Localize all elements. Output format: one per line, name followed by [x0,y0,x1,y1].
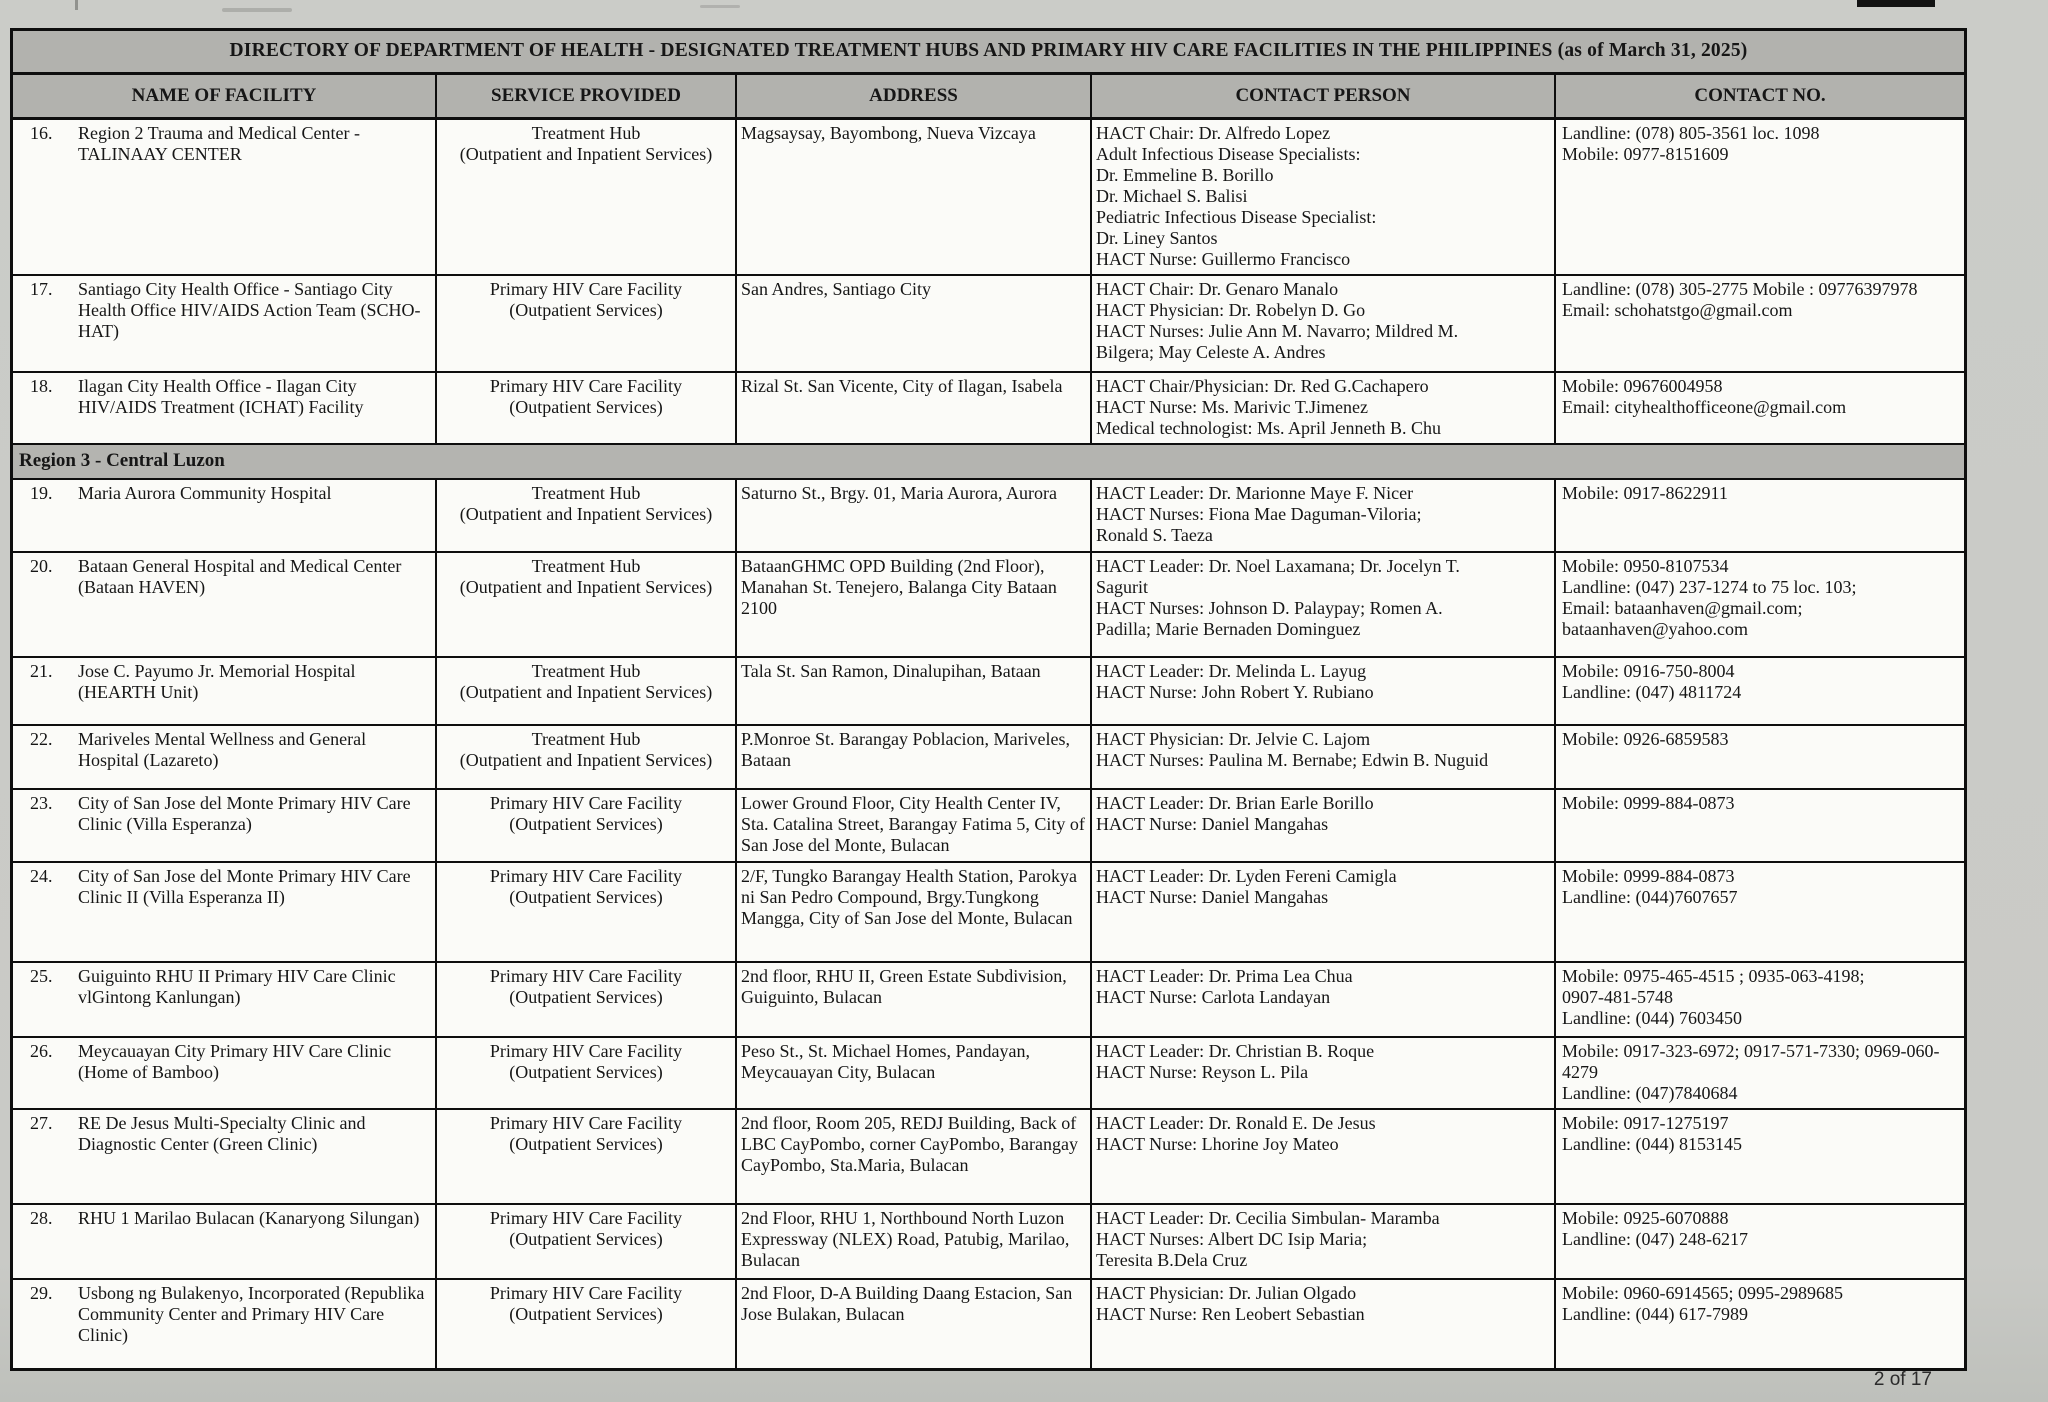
facility-number: 19. [30,483,53,503]
service-provided-line: Primary HIV Care Facility [489,279,683,299]
address-cell: 2nd Floor, RHU 1, Northbound North Luzon Expressway (NLEX) Road, Patubig, Marilao, Bulacan [737,1205,1092,1278]
table-row [13,1038,1964,1110]
contact-person-line: HACT Leader: Dr. Noel Laxamana; Dr. Jocelyn T. [1096,556,1460,576]
contact-no-cell [1556,658,1964,724]
facility-name-cell [13,373,437,443]
contact-person-line: Bilgera; May Celeste A. Andres [1096,342,1326,362]
contact-no-cell [1556,1110,1964,1203]
facility-number: 23. [30,793,53,813]
contact-person-line: HACT Nurses: Johnson D. Palaypay; Romen A. [1096,598,1443,618]
contact-no-line: Landline: (044)7607657 [1562,887,1738,907]
contact-no-line: Landline: (047) 4811724 [1562,682,1742,702]
scan-artifact [222,8,292,12]
contact-person-line: Sagurit [1096,577,1148,597]
contact-person-line: HACT Nurses: Paulina M. Bernabe; Edwin B. Nuguid [1096,750,1489,770]
contact-no-line: Mobile: 0950-8107534 [1562,556,1729,576]
facility-number: 25. [30,966,53,986]
facility-name: Guiguinto RHU II Primary HIV Care Clinic vlGintong Kanlungan) [78,966,396,1007]
contact-no-cell [1556,553,1964,656]
facility-name-cell [13,726,437,788]
contact-no-cell [1556,373,1964,443]
contact-no-cell [1556,790,1964,861]
service-provided-cell [437,790,737,861]
contact-person-line: HACT Nurse: Reyson L. Pila [1096,1062,1309,1082]
facility-number: 20. [30,556,53,576]
table-row [13,1110,1964,1205]
contact-no-line: Mobile: 0975-465-4515 ; 0935-063-4198; [1562,966,1865,986]
table-row [13,1280,1964,1368]
table-row [13,726,1964,790]
address-cell: Peso St., St. Michael Homes, Pandayan, Meycauayan City, Bulacan [737,1038,1092,1108]
contact-person-cell [1092,658,1556,724]
service-provided-cell [437,373,737,443]
contact-no-cell [1556,1205,1964,1278]
service-provided-line: Treatment Hub [531,483,641,503]
facility-name: Ilagan City Health Office - Ilagan City HIV/AIDS Treatment (ICHAT) Facility [78,376,364,417]
contact-person-cell [1092,1280,1556,1368]
address-cell: San Andres, Santiago City [737,276,1092,371]
contact-person-line: Adult Infectious Disease Specialists: [1096,144,1361,164]
facility-name-cell [13,1038,437,1108]
contact-no-line: Email: bataanhaven@gmail.com; [1562,598,1803,618]
service-provided-cell [437,1110,737,1203]
service-provided-cell [437,553,737,656]
contact-person-line: HACT Chair: Dr. Alfredo Lopez [1096,123,1331,143]
contact-no-cell [1556,863,1964,961]
service-provided-cell [437,1038,737,1108]
contact-person-line: HACT Physician: Dr. Robelyn D. Go [1096,300,1366,320]
facility-name: Maria Aurora Community Hospital [78,483,332,503]
contact-no-line: Mobile: 0999-884-0873 [1562,866,1735,886]
contact-no-cell [1556,1280,1964,1368]
table-row [13,553,1964,658]
facility-name-cell [13,553,437,656]
table-row [13,120,1964,276]
table-row [13,480,1964,553]
contact-person-line: HACT Nurses: Julie Ann M. Navarro; Mildred M. [1096,321,1459,341]
contact-no-line: Mobile: 0977-8151609 [1562,144,1729,164]
contact-no-line: Mobile: 09676004958 [1562,376,1723,396]
contact-no-cell [1556,726,1964,788]
contact-person-cell [1092,1038,1556,1108]
service-provided-cell [437,480,737,551]
service-provided-line: (Outpatient and Inpatient Services) [459,504,713,524]
contact-no-line: Email: schohatstgo@gmail.com [1562,300,1793,320]
facility-name-cell [13,1205,437,1278]
service-provided-line: (Outpatient Services) [509,1134,663,1154]
facility-number: 29. [30,1283,53,1303]
table-row [13,373,1964,445]
facility-name-cell [13,790,437,861]
contact-no-cell [1556,963,1964,1036]
facility-number: 21. [30,661,53,681]
contact-person-cell [1092,726,1556,788]
contact-no-line: Mobile: 0917-8622911 [1562,483,1728,503]
contact-person-line: Dr. Liney Santos [1096,228,1218,248]
table-row [13,863,1964,963]
facility-name-cell [13,1110,437,1203]
contact-no-line: Landline: (078) 805-3561 loc. 1098 [1562,123,1820,143]
contact-person-cell [1092,863,1556,961]
contact-no-line: Landline: (044) 7603450 [1562,1008,1742,1028]
column-header-service-provided: SERVICE PROVIDED [437,75,737,117]
service-provided-line: (Outpatient Services) [509,300,663,320]
contact-no-cell [1556,120,1964,274]
service-provided-cell [437,658,737,724]
facility-name: Meycauayan City Primary HIV Care Clinic (Home of Bamboo) [78,1041,392,1082]
service-provided-line: Treatment Hub [531,661,641,681]
contact-person-cell [1092,373,1556,443]
facility-name: Bataan General Hospital and Medical Center (Bataan HAVEN) [78,556,402,597]
address-cell: Saturno St., Brgy. 01, Maria Aurora, Aurora [737,480,1092,551]
contact-person-cell [1092,963,1556,1036]
contact-no-line: Mobile: 0916-750-8004 [1562,661,1735,681]
service-provided-line: (Outpatient and Inpatient Services) [459,750,713,770]
directory-table [10,28,1967,1371]
contact-person-line: HACT Leader: Dr. Melinda L. Layug [1096,661,1367,681]
facility-number: 22. [30,729,53,749]
service-provided-cell [437,963,737,1036]
address-cell: 2nd floor, Room 205, REDJ Building, Back of LBC CayPombo, corner CayPombo, Barangay CayPombo, Sta.Maria, Bulacan [737,1110,1092,1203]
service-provided-line: (Outpatient and Inpatient Services) [459,682,713,702]
contact-person-line: Ronald S. Taeza [1096,525,1213,545]
facility-number: 18. [30,376,53,396]
contact-person-line: HACT Nurse: Guillermo Francisco [1096,249,1351,269]
column-header-contact-no: CONTACT NO. [1694,85,1826,106]
contact-person-line: Dr. Emmeline B. Borillo [1096,165,1274,185]
contact-no-line: Mobile: 0926-6859583 [1562,729,1729,749]
contact-no-line: Landline: (047) 237-1274 to 75 loc. 103; [1562,577,1857,597]
page-number: 2 of 17 [1873,1369,1932,1390]
address-cell: 2/F, Tungko Barangay Health Station, Parokya ni San Pedro Compound, Brgy.Tungkong Mangga, City of San Jose del Monte, Bulacan [737,863,1092,961]
contact-no-line: 0907-481-5748 [1562,987,1673,1007]
service-provided-cell [437,1205,737,1278]
facility-number: 16. [30,123,53,143]
contact-person-line: HACT Leader: Dr. Lyden Fereni Camigla [1096,866,1397,886]
column-header-address: ADDRESS [737,75,1092,117]
contact-person-line: HACT Chair: Dr. Genaro Manalo [1096,279,1339,299]
service-provided-line: (Outpatient Services) [509,1062,663,1082]
contact-person-line: HACT Nurse: John Robert Y. Rubiano [1096,682,1374,702]
contact-no-cell [1556,276,1964,371]
service-provided-line: (Outpatient Services) [509,1304,663,1324]
contact-no-line: bataanhaven@yahoo.com [1562,619,1749,639]
contact-no-cell [1556,1038,1964,1108]
contact-person-line: HACT Leader: Dr. Ronald E. De Jesus [1096,1113,1376,1133]
service-provided-line: (Outpatient and Inpatient Services) [459,144,713,164]
contact-person-line: HACT Leader: Dr. Prima Lea Chua [1096,966,1353,986]
column-header-name-of-facility: NAME OF FACILITY [13,75,437,117]
service-provided-line: (Outpatient Services) [509,987,663,1007]
address-cell: 2nd floor, RHU II, Green Estate Subdivision, Guiguinto, Bulacan [737,963,1092,1036]
contact-person-line: Pediatric Infectious Disease Specialist: [1096,207,1377,227]
table-row [13,1205,1964,1280]
contact-no-line: Mobile: 0925-6070888 [1562,1208,1729,1228]
contact-person-line: HACT Chair/Physician: Dr. Red G.Cachapero [1096,376,1429,396]
address-cell: P.Monroe St. Barangay Poblacion, Mariveles, Bataan [737,726,1092,788]
contact-no-line: Landline: (047)7840684 [1562,1083,1738,1103]
service-provided-line: Primary HIV Care Facility [489,866,683,886]
contact-person-line: HACT Nurses: Albert DC Isip Maria; [1096,1229,1368,1249]
region-section-row: Region 3 - Central Luzon [13,445,1964,480]
contact-person-line: HACT Leader: Dr. Marionne Maye F. Nicer [1096,483,1414,503]
contact-no-line: Mobile: 0917-1275197 [1562,1113,1729,1133]
facility-name-cell [13,276,437,371]
table-row [13,790,1964,863]
contact-person-cell [1092,480,1556,551]
facility-name: City of San Jose del Monte Primary HIV Care Clinic II (Villa Esperanza II) [78,866,411,907]
service-provided-cell [437,863,737,961]
service-provided-line: (Outpatient Services) [509,1229,663,1249]
contact-person-line: HACT Nurse: Carlota Landayan [1096,987,1331,1007]
service-provided-line: (Outpatient Services) [509,814,663,834]
contact-person-line: HACT Physician: Dr. Julian Olgado [1096,1283,1357,1303]
facility-name: RHU 1 Marilao Bulacan (Kanaryong Silungan) [78,1208,420,1228]
contact-person-cell [1092,1205,1556,1278]
service-provided-line: Treatment Hub [531,123,641,143]
contact-person-cell [1092,1110,1556,1203]
facility-name: Mariveles Mental Wellness and General Hospital (Lazareto) [78,729,367,770]
service-provided-line: Primary HIV Care Facility [489,376,683,396]
contact-no-line: Mobile: 0917-323-6972; 0917-571-7330; 0969-060-4279 [1562,1041,1940,1082]
contact-person-line: HACT Leader: Dr. Brian Earle Borillo [1096,793,1374,813]
contact-person-cell [1092,790,1556,861]
contact-person-line: Medical technologist: Ms. April Jenneth B. Chu [1096,418,1441,438]
service-provided-line: Primary HIV Care Facility [489,1041,683,1061]
service-provided-line: (Outpatient Services) [509,397,663,417]
table-row [13,658,1964,726]
column-header-contact-person: CONTACT PERSON [1092,75,1556,117]
facility-name-cell [13,120,437,274]
service-provided-cell [437,726,737,788]
contact-person-line: HACT Nurses: Fiona Mae Daguman-Viloria; [1096,504,1422,524]
facility-name-cell [13,480,437,551]
scan-artifact [700,5,740,8]
facility-name: Usbong ng Bulakenyo, Incorporated (Republika Community Center and Primary HIV Care Clinic) [78,1283,425,1345]
facility-name: Region 2 Trauma and Medical Center - TALINAAY CENTER [78,123,360,164]
contact-person-line: HACT Nurse: Daniel Mangahas [1096,887,1329,907]
contact-person-line: Padilla; Marie Bernaden Dominguez [1096,619,1361,639]
address-cell: BataanGHMC OPD Building (2nd Floor), Manahan St. Tenejero, Balanga City Bataan 2100 [737,553,1092,656]
table-row [13,276,1964,373]
facility-name-cell [13,863,437,961]
address-cell: Magsaysay, Bayombong, Nueva Vizcaya [737,120,1092,274]
contact-no-line: Landline: (047) 248-6217 [1562,1229,1748,1249]
table-header-row [13,75,1964,120]
contact-no-line: Mobile: 0999-884-0873 [1562,793,1735,813]
facility-name: City of San Jose del Monte Primary HIV Care Clinic (Villa Esperanza) [78,793,411,834]
scan-artifact [1857,0,1935,7]
facility-name: Jose C. Payumo Jr. Memorial Hospital (HEARTH Unit) [78,661,356,702]
contact-person-line: HACT Physician: Dr. Jelvie C. Lajom [1096,729,1371,749]
contact-person-cell [1092,553,1556,656]
contact-no-line: Landline: (078) 305-2775 Mobile : 09776397978 [1562,279,1918,299]
contact-person-line: HACT Nurse: Ms. Marivic T.Jimenez [1096,397,1368,417]
facility-number: 17. [30,279,53,299]
contact-no-cell [1556,480,1964,551]
facility-number: 28. [30,1208,53,1228]
facility-name-cell [13,1280,437,1368]
contact-person-line: HACT Leader: Dr. Cecilia Simbulan- Maramba [1096,1208,1440,1228]
address-cell: Tala St. San Ramon, Dinalupihan, Bataan [737,658,1092,724]
service-provided-line: Primary HIV Care Facility [489,793,683,813]
service-provided-line: Primary HIV Care Facility [489,1283,683,1303]
contact-person-line: Dr. Michael S. Balisi [1096,186,1248,206]
service-provided-line: (Outpatient and Inpatient Services) [459,577,713,597]
service-provided-cell [437,1280,737,1368]
service-provided-line: (Outpatient Services) [509,887,663,907]
facility-name-cell [13,658,437,724]
service-provided-cell [437,276,737,371]
service-provided-line: Treatment Hub [531,729,641,749]
contact-person-line: Teresita B.Dela Cruz [1096,1250,1248,1270]
contact-person-line: HACT Nurse: Daniel Mangahas [1096,814,1329,834]
facility-number: 24. [30,866,53,886]
contact-no-line: Mobile: 0960-6914565; 0995-2989685 [1562,1283,1843,1303]
address-cell: 2nd Floor, D-A Building Daang Estacion, San Jose Bulakan, Bulacan [737,1280,1092,1368]
contact-person-cell [1092,276,1556,371]
contact-person-line: HACT Leader: Dr. Christian B. Roque [1096,1041,1375,1061]
facility-number: 26. [30,1041,53,1061]
table-body [13,120,1964,1368]
contact-person-line: HACT Nurse: Ren Leobert Sebastian [1096,1304,1365,1324]
address-cell: Rizal St. San Vicente, City of Ilagan, Isabela [737,373,1092,443]
service-provided-line: Primary HIV Care Facility [489,966,683,986]
table-title: DIRECTORY OF DEPARTMENT OF HEALTH - DESIGNATED TREATMENT HUBS AND PRIMARY HIV CARE FACILITIES IN THE PHILIPPINES (as of March 31, 2025) [13,31,1964,75]
facility-name-cell [13,963,437,1036]
scan-artifact [75,0,78,10]
contact-person-cell [1092,120,1556,274]
service-provided-line: Primary HIV Care Facility [489,1113,683,1133]
contact-no-line: Landline: (044) 8153145 [1562,1134,1742,1154]
address-cell: Lower Ground Floor, City Health Center IV, Sta. Catalina Street, Barangay Fatima 5, City of San Jose del Monte, Bulacan [737,790,1092,861]
contact-person-line: HACT Nurse: Lhorine Joy Mateo [1096,1134,1339,1154]
facility-name: Santiago City Health Office - Santiago City Health Office HIV/AIDS Action Team (SCHO-HAT) [78,279,421,341]
table-row [13,963,1964,1038]
service-provided-line: Primary HIV Care Facility [489,1208,683,1228]
contact-no-line: Landline: (044) 617-7989 [1562,1304,1748,1324]
facility-name: RE De Jesus Multi-Specialty Clinic and Diagnostic Center (Green Clinic) [78,1113,366,1154]
contact-no-line: Email: cityhealthofficeone@gmail.com [1562,397,1847,417]
service-provided-cell [437,120,737,274]
facility-number: 27. [30,1113,53,1133]
service-provided-line: Treatment Hub [531,556,641,576]
